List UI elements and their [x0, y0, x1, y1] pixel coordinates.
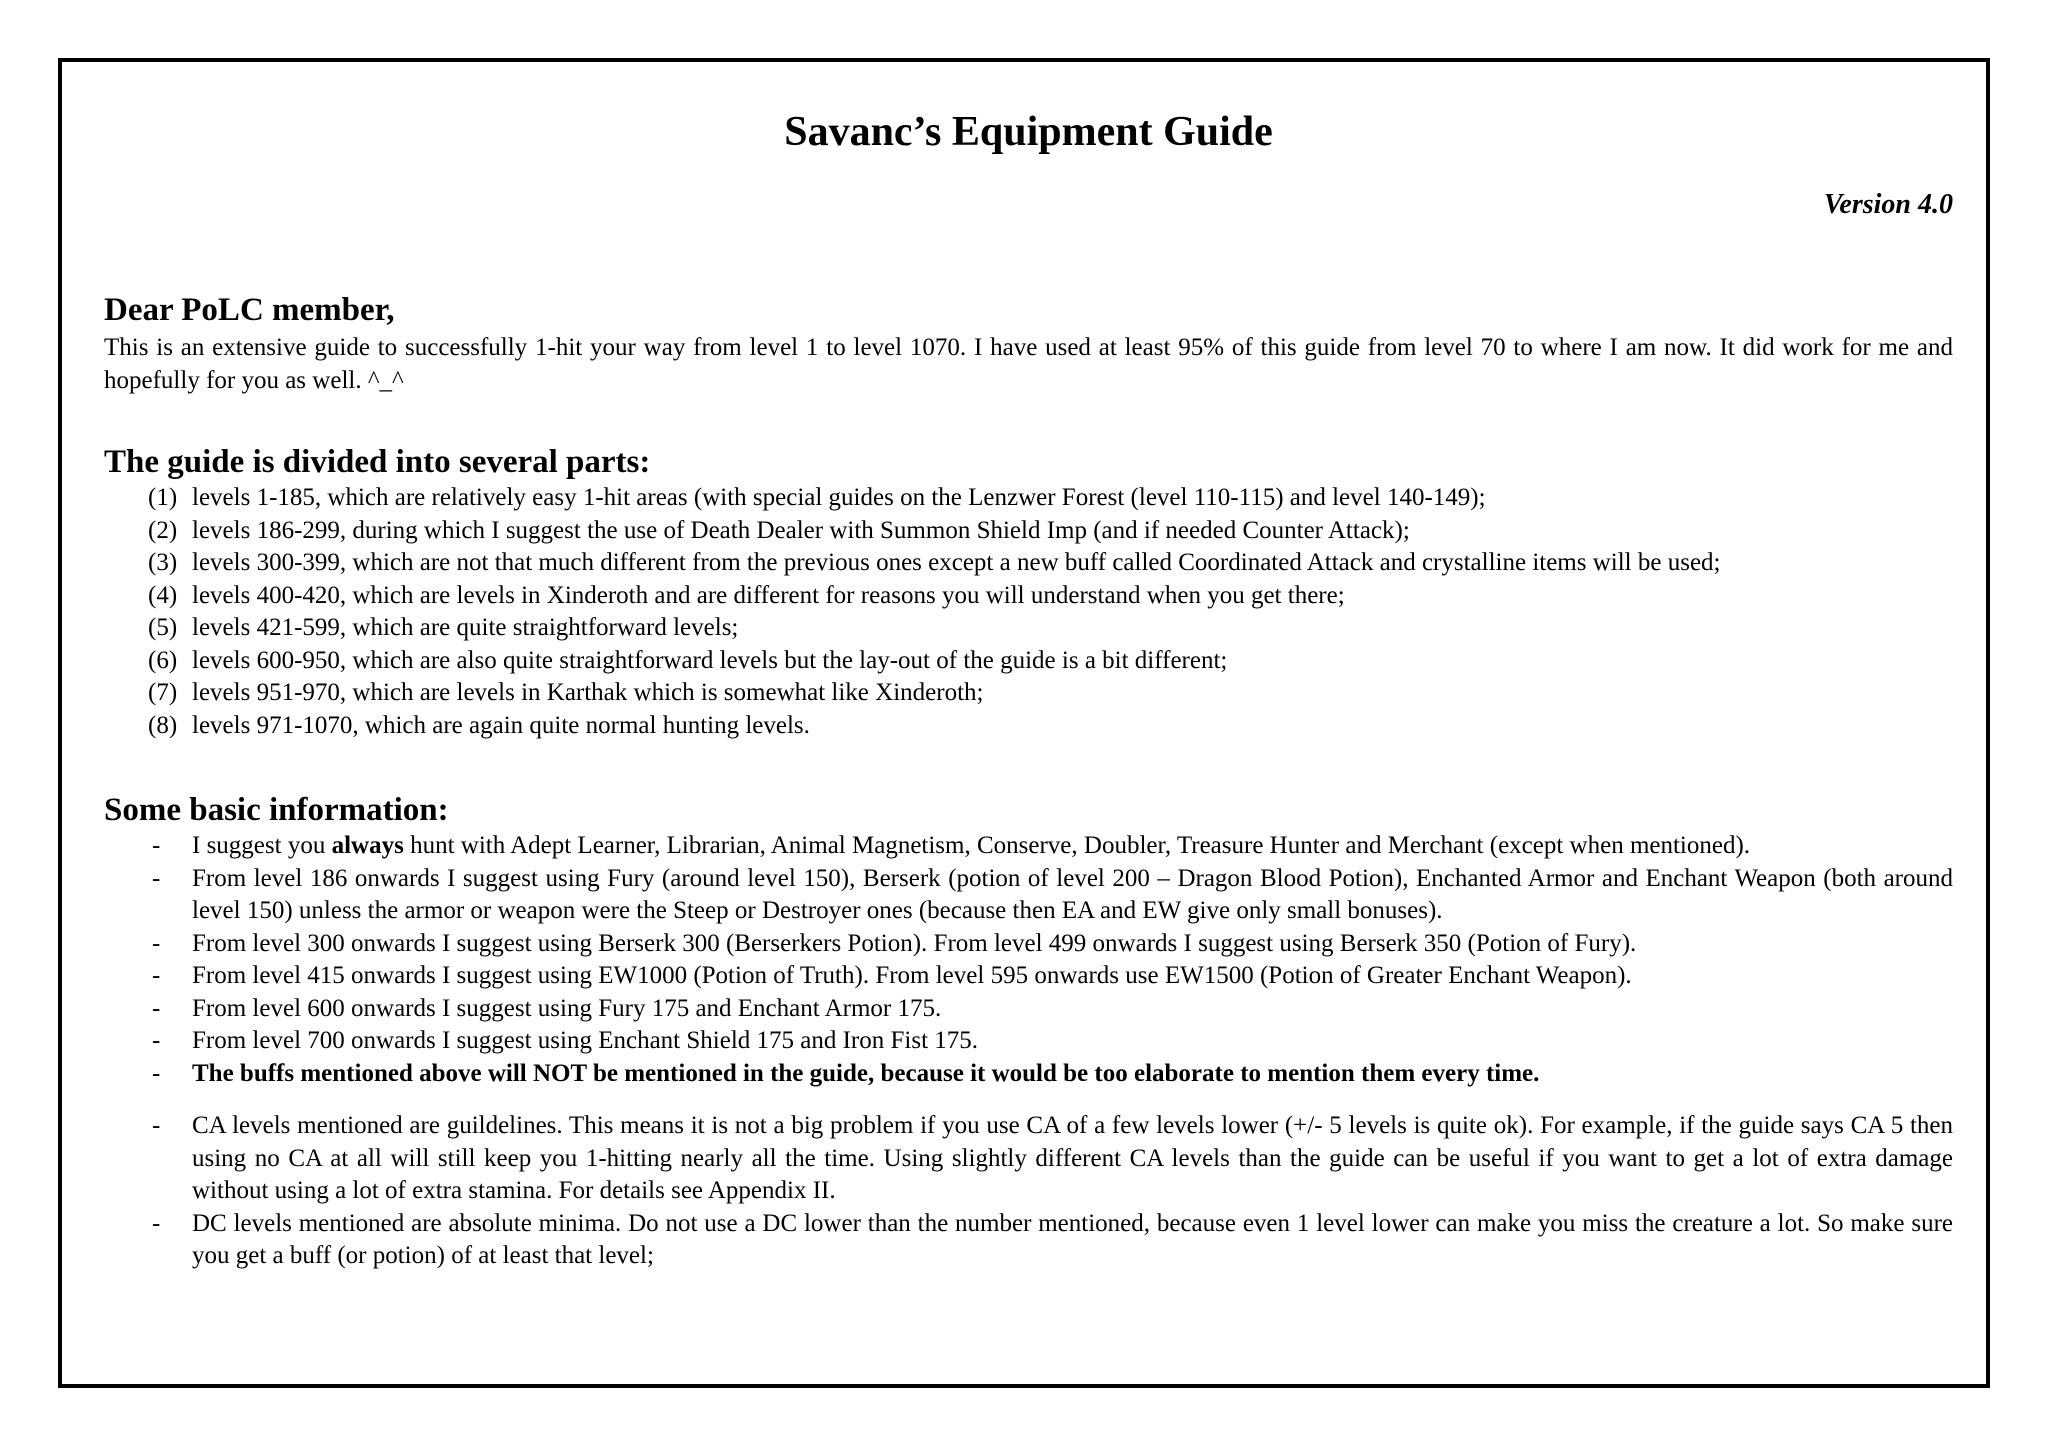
list-text: I suggest you always hunt with Adept Learner, Librarian, Animal Magnetism, Conserve, Doubler, Treasure Hunter and Merchant (except when mentioned). — [192, 832, 1751, 859]
bullet-dash: - — [152, 1112, 161, 1139]
list-item — [148, 1025, 1953, 1058]
version-label: Version 4.0 — [1823, 189, 1953, 220]
list-text: From level 300 onwards I suggest using Berserk 300 (Berserkers Potion). From level 499 onwards I suggest using Berserk 350 (Potion of Fury). — [192, 929, 1637, 957]
list-item — [148, 710, 1953, 743]
list-text: From level 415 onwards I suggest using EW1000 (Potion of Truth). From level 595 onwards use EW1500 (Potion of Greater Enchant Weapon). — [192, 962, 1632, 989]
list-text: DC levels mentioned are absolute minima. Do not use a DC lower than the number mentioned, because even 1 level lower can make you miss the creature a lot. So make sure you get a buff (or potion) of at least that level; — [192, 1209, 1953, 1269]
bullet-dash: - — [152, 929, 161, 957]
basic-info-list — [148, 830, 1953, 1273]
list-text: From level 600 onwards I suggest using Fury 175 and Enchant Armor 175. — [192, 994, 942, 1022]
greeting-heading: Dear PoLC member, — [104, 292, 395, 328]
list-item — [148, 863, 1953, 928]
list-number: (2) — [148, 516, 178, 544]
list-text: From level 186 onwards I suggest using Fury (around level 150), Berserk (potion of level 200 – Dragon Blood Potion), Enchanted Armor and Enchant Weapon (both around level 150) unless the armor or weapon were the Steep or Destroyer ones (because then EA and EW give only small bonuses). — [192, 864, 1953, 924]
list-item — [148, 580, 1953, 613]
list-text: levels 186-299, during which I suggest the use of Death Dealer with Summon Shield Imp (and if needed Counter Attack); — [192, 516, 1410, 544]
list-text: levels 951-970, which are levels in Karthak which is somewhat like Xinderoth; — [192, 679, 984, 706]
list-text: levels 971-1070, which are again quite normal hunting levels. — [192, 711, 810, 739]
bullet-dash: - — [152, 832, 161, 859]
list-number: (7) — [148, 679, 178, 706]
list-item — [148, 515, 1953, 548]
list-text: levels 600-950, which are also quite straightforward levels but the lay-out of the guide is a bit different; — [192, 646, 1228, 674]
list-item — [148, 830, 1953, 863]
list-item — [148, 960, 1953, 993]
list-item — [148, 612, 1953, 645]
list-number: (5) — [148, 614, 178, 641]
list-item — [148, 482, 1953, 515]
list-text: levels 400-420, which are levels in Xinderoth and are different for reasons you will understand when you get there; — [192, 581, 1345, 609]
bullet-dash: - — [152, 1027, 161, 1054]
list-text: levels 300-399, which are not that much different from the previous ones except a new buff called Coordinated Attack and crystalline items will be used; — [192, 549, 1721, 576]
bullet-dash: - — [152, 1059, 161, 1087]
parts-heading: The guide is divided into several parts: — [104, 444, 651, 480]
document-title: Savanc’s Equipment Guide — [784, 109, 1273, 155]
intro-paragraph: This is an extensive guide to successfully 1-hit your way from level 1 to level 1070. I have used at least 95% of this guide from level 70 to where I am now. It did work for me and hopefully for you as well. ^_^ — [104, 334, 1953, 394]
list-number: (8) — [148, 711, 178, 739]
list-item — [148, 993, 1953, 1026]
bullet-dash: - — [152, 1209, 161, 1237]
list-item — [148, 928, 1953, 961]
list-item — [148, 1058, 1953, 1091]
list-item — [148, 1208, 1953, 1273]
list-number: (3) — [148, 549, 178, 576]
list-number: (1) — [148, 484, 178, 511]
list-item — [148, 645, 1953, 678]
bullet-dash: - — [152, 994, 161, 1022]
parts-list — [148, 482, 1953, 742]
list-text: levels 1-185, which are relatively easy 1-hit areas (with special guides on the Lenzwer Forest (level 110-115) and level 140-149); — [192, 484, 1486, 511]
bullet-dash: - — [152, 864, 161, 892]
bullet-dash: - — [152, 962, 161, 989]
list-item — [148, 1110, 1953, 1208]
emphasis-always: always — [331, 832, 404, 859]
list-item — [148, 677, 1953, 710]
list-item — [148, 547, 1953, 580]
basic-info-heading: Some basic information: — [104, 792, 449, 828]
list-text: CA levels mentioned are guildelines. This means it is not a big problem if you use CA of a few levels lower (+/- 5 levels is quite ok). For example, if the guide says CA 5 then using no CA at all will still keep you 1-hitting nearly all the time. Using slightly different CA levels than the guide can be useful if you want to get a lot of extra damage without using a lot of extra stamina. For details see Appendix II. — [192, 1112, 1953, 1204]
list-text: levels 421-599, which are quite straightforward levels; — [192, 614, 739, 641]
list-number: (4) — [148, 581, 178, 609]
list-text: From level 700 onwards I suggest using Enchant Shield 175 and Iron Fist 175. — [192, 1027, 979, 1054]
list-number: (6) — [148, 646, 178, 674]
list-text-bold: The buffs mentioned above will NOT be mentioned in the guide, because it would be too elaborate to mention them every time. — [192, 1059, 1540, 1087]
